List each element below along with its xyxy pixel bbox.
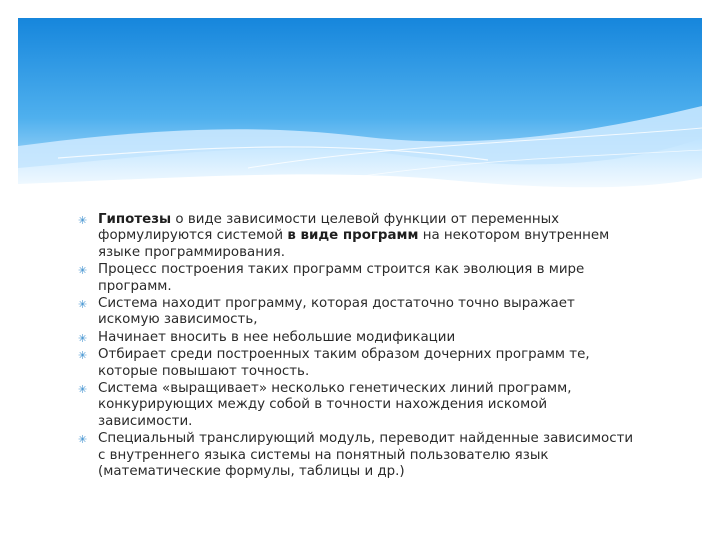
- star-bullet-icon: ✳: [78, 383, 88, 397]
- bullet-item: [78, 330, 638, 346]
- bullet-item: [78, 262, 638, 295]
- star-bullet-icon: ✳: [78, 433, 88, 447]
- sky-wave-banner: [18, 18, 702, 200]
- star-bullet-icon: ✳: [78, 264, 88, 278]
- bullet-text-bold: в виде программ: [287, 228, 419, 244]
- bullet-text: Начинает вносить в нее небольшие модификации: [98, 329, 456, 345]
- bullet-item: [78, 212, 638, 261]
- bullet-item: [78, 381, 638, 430]
- bullet-item: [78, 431, 638, 480]
- bullet-text: на некотором внутреннем языке программирования.: [98, 228, 610, 260]
- bullet-text: Отбирает среди построенных таким образом дочерних программ те, которые повышают точность.: [98, 347, 590, 379]
- bullet-text: Процесс построения таких программ строится как эволюция в мире программ.: [98, 262, 585, 294]
- bullet-content: [78, 212, 638, 482]
- bullet-text-bold: Гипотезы: [98, 212, 172, 227]
- bullet-text: о виде зависимости целевой функции от переменных формулируются системой: [98, 212, 560, 244]
- star-bullet-icon: ✳: [78, 214, 88, 227]
- bullet-text: Система находит программу, которая достаточно точно выражает искомую зависимость,: [98, 296, 575, 328]
- bullet-text: Специальный транслирующий модуль, переводит найденные зависимости с внутреннего языка системы на понятный пользователю язык (математические формулы, таблицы и др.): [98, 431, 634, 480]
- wave-graphic: [18, 18, 702, 200]
- bullet-item: [78, 296, 638, 329]
- bullet-list: [78, 212, 638, 481]
- star-bullet-icon: ✳: [78, 331, 88, 345]
- bullet-item: [78, 347, 638, 380]
- bullet-text: Система «выращивает» несколько генетических линий программ, конкурирующих между собой в точности нахождения искомой зависимости.: [98, 381, 572, 429]
- star-bullet-icon: ✳: [78, 298, 88, 312]
- star-bullet-icon: ✳: [78, 349, 88, 363]
